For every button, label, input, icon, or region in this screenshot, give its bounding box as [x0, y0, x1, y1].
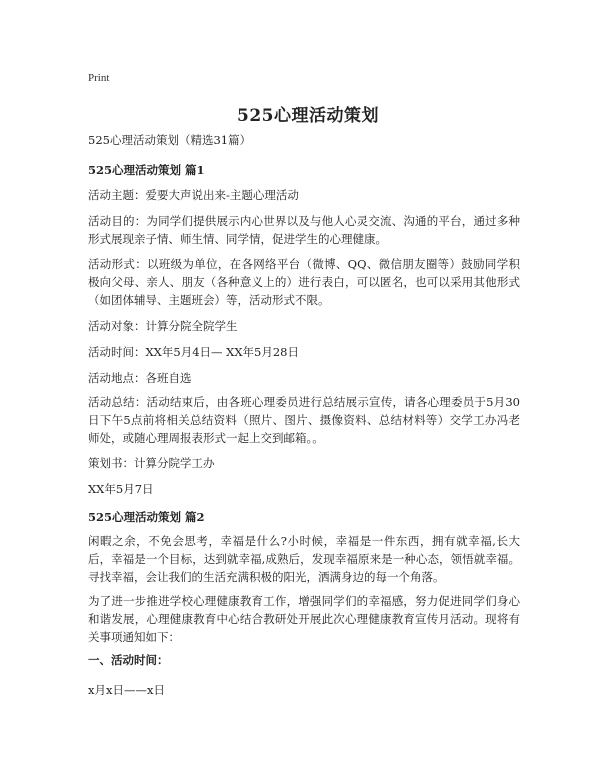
section1-summary: 活动总结：活动结束后，由各班心理委员进行总结展示宣传，请各心理委员于5月30日下午5点前将相关总结资料（照片、图片、摄像资料、总结材料等）交学工办冯老师处，或随心理周报表形式一起上交到邮箱。。 — [88, 395, 520, 445]
subtitle: 525心理活动策划（精选31篇） — [88, 133, 252, 147]
section1-time: 活动时间：XX年5月4日— XX年5月28日 — [88, 345, 299, 359]
section1-purpose: 活动目的：为同学们提供展示内心世界以及与他人心灵交流、沟通的平台，通过多种形式展现亲子情、师生情、同学情，促进学生的心理健康。 — [88, 214, 520, 246]
section1-date: XX年5月7日 — [88, 482, 154, 496]
section2-time-value: x月x日——x日 — [88, 683, 165, 697]
print-label[interactable]: Print — [88, 72, 110, 84]
section1-theme: 活动主题：爱要大声说出来-主题心理活动 — [88, 188, 299, 202]
section2-notice: 为了进一步推进学校心理健康教育工作，增强同学们的幸福感，努力促进同学们身心和谐发展，心理健康教育中心结合教研处开展此次心理健康教育宣传月活动。现将有关事项通知如下： — [88, 594, 520, 644]
section1-heading: 525心理活动策划 篇1 — [88, 163, 205, 177]
section1-place: 活动地点：各班自选 — [88, 371, 192, 385]
section2-heading: 525心理活动策划 篇2 — [88, 510, 205, 524]
page-title: 525心理活动策划 — [237, 106, 379, 126]
section1-planner: 策划书：计算分院学工办 — [88, 456, 215, 470]
section1-form: 活动形式：以班级为单位，在各网络平台（微博、QQ、微信朋友圈等）鼓励同学积极向父母、亲人、朋友（各种意义上的）进行表白，可以匿名，也可以采用其他形式（如团体辅导、主题班会）等，活动形式不限。 — [88, 257, 520, 307]
section1-audience: 活动对象：计算分院全院学生 — [88, 319, 238, 333]
section2-time-heading: 一、活动时间： — [88, 653, 169, 667]
section2-intro: 闲暇之余，不免会思考，幸福是什么?小时候，幸福是一件东西，拥有就幸福,长大后，幸福是一个目标，达到就幸福,成熟后，发现幸福原来是一种心态，领悟就幸福。寻找幸福，会让我们的生活充满积极的阳光，洒满身边的每一个角落。 — [88, 534, 520, 584]
